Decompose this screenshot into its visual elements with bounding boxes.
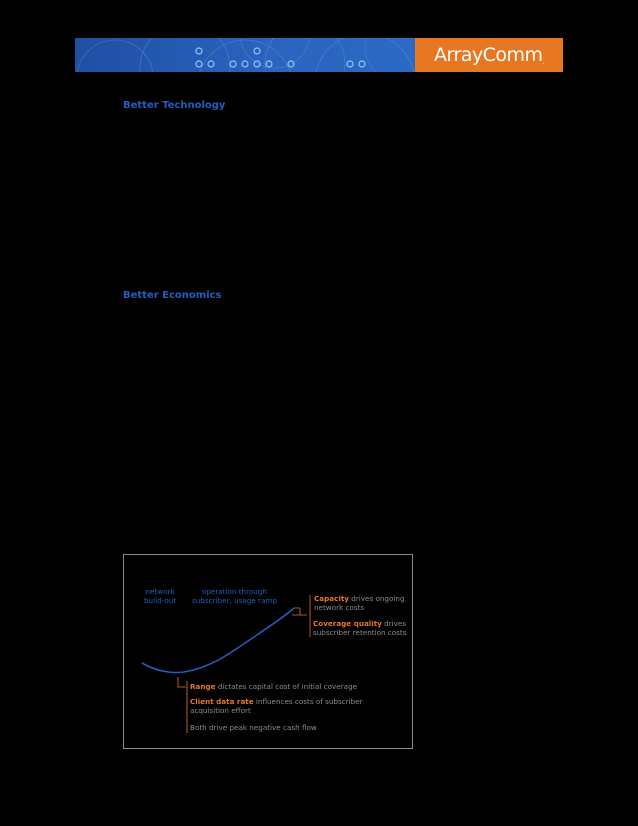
header-banner <box>75 38 563 72</box>
cash-flow-curve-graphic <box>124 555 414 750</box>
better-technology-heading: Better Technology <box>123 100 226 111</box>
circle-pattern-graphic <box>75 38 415 72</box>
both-drive-label: Both drive peak negative cash flow <box>190 723 317 732</box>
coverage-quality-label: Coverage quality drives subscriber retention costs <box>313 619 407 637</box>
phase-network-buildout: network build-out <box>144 587 177 605</box>
cash-flow-figure <box>123 554 413 749</box>
capacity-label: Capacity drives ongoing network costs <box>314 594 405 612</box>
phase-operation-ramp: operation through subscriber, usage ramp <box>192 587 277 605</box>
range-label: Range dictates capital cost of initial coverage <box>190 682 358 691</box>
logo-text: ArrayComm. <box>433 44 544 66</box>
logo <box>415 38 563 72</box>
better-economics-heading: Better Economics <box>123 290 222 301</box>
client-data-rate-label: Client data rate influences costs of subscriber acquisition effort <box>190 697 363 715</box>
